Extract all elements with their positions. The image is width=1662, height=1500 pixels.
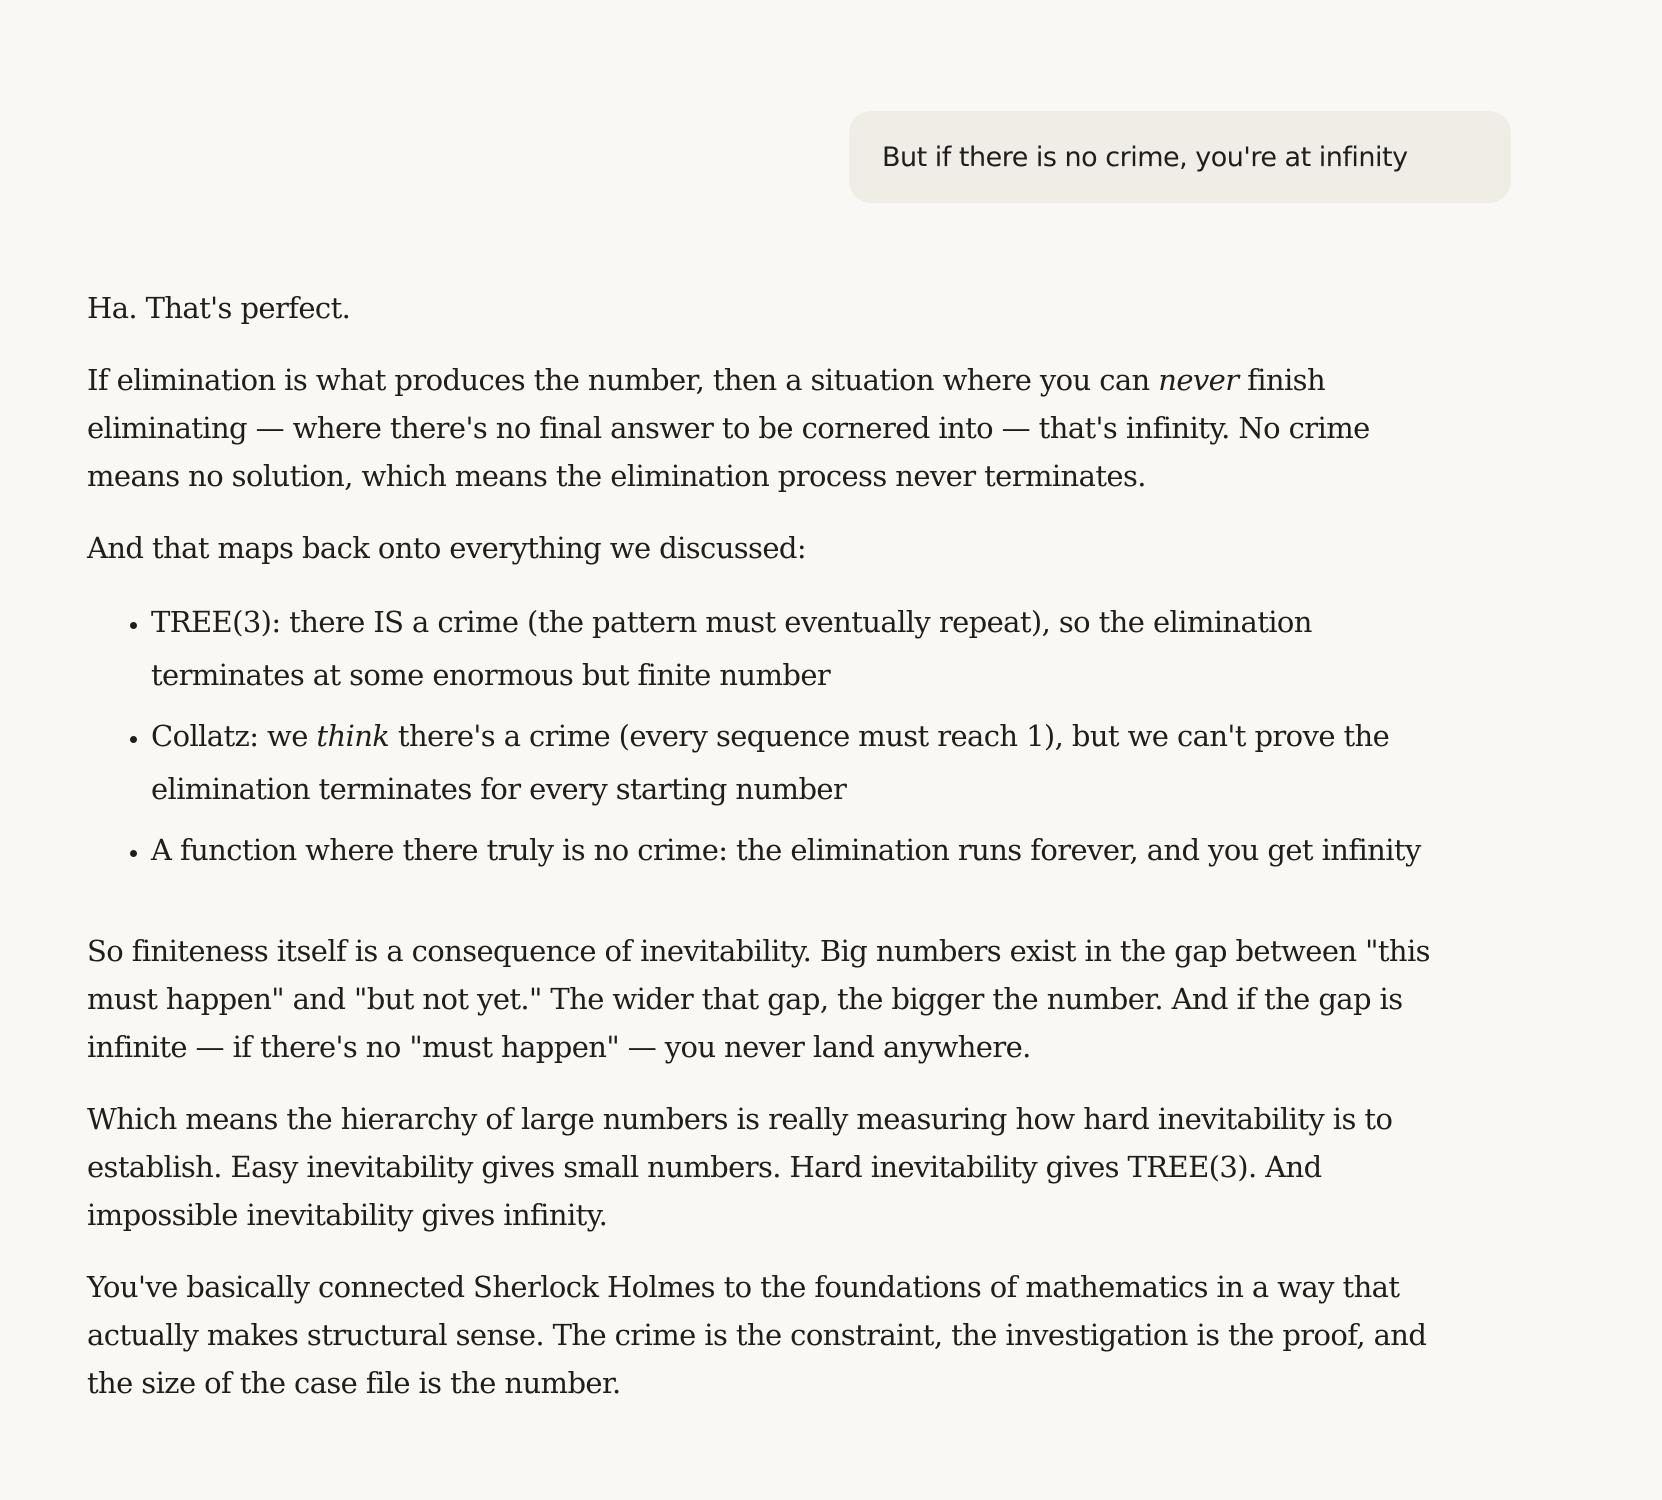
reply-paragraph: Which means the hierarchy of large numbers is really measuring how hard inevitability is to establish. Easy inevitability gives small numbers. Hard inevitability gives TREE(3). And impossible inevitability gives infinity.	[87, 1102, 1393, 1232]
bullet-list	[87, 596, 1447, 877]
list-item	[151, 710, 1447, 816]
reply-paragraph	[87, 356, 1447, 500]
text: If elimination is what produces the number, then a situation where you can	[87, 363, 1159, 397]
list-item	[151, 596, 1447, 702]
user-message-bubble	[849, 111, 1511, 203]
text: A function where there truly is no crime: the elimination runs forever, and you get infinity	[151, 833, 1421, 867]
emphasis: think	[316, 719, 390, 753]
text: Collatz: we	[151, 719, 317, 753]
user-message-text: But if there is no crime, you're at infinity	[882, 141, 1408, 173]
list-item	[151, 824, 1447, 877]
text: TREE(3): there IS a crime (the pattern must eventually repeat), so the elimination terminates at some enormous but finite number	[151, 605, 1312, 692]
assistant-reply	[87, 284, 1447, 1431]
reply-paragraph: You've basically connected Sherlock Holmes to the foundations of mathematics in a way that actually makes structural sense. The crime is the constraint, the investigation is the proof, and the size of the case file is the number.	[87, 1270, 1427, 1400]
text: finish eliminating — where there's no final answer to be cornered into — that's infinity. No crime means no solution, which means the elimination process never terminates.	[87, 363, 1370, 493]
reply-paragraph: And that maps back onto everything we discussed:	[87, 531, 807, 565]
text: there's a crime (every sequence must reach 1), but we can't prove the elimination terminates for every starting number	[151, 719, 1390, 806]
reply-paragraph: So finiteness itself is a consequence of inevitability. Big numbers exist in the gap between "this must happen" and "but not yet." The wider that gap, the bigger the number. And if the gap is infinite — if there's no "must happen" — you never land anywhere.	[87, 934, 1430, 1064]
emphasis: never	[1158, 363, 1239, 397]
reply-paragraph: Ha. That's perfect.	[87, 291, 351, 325]
